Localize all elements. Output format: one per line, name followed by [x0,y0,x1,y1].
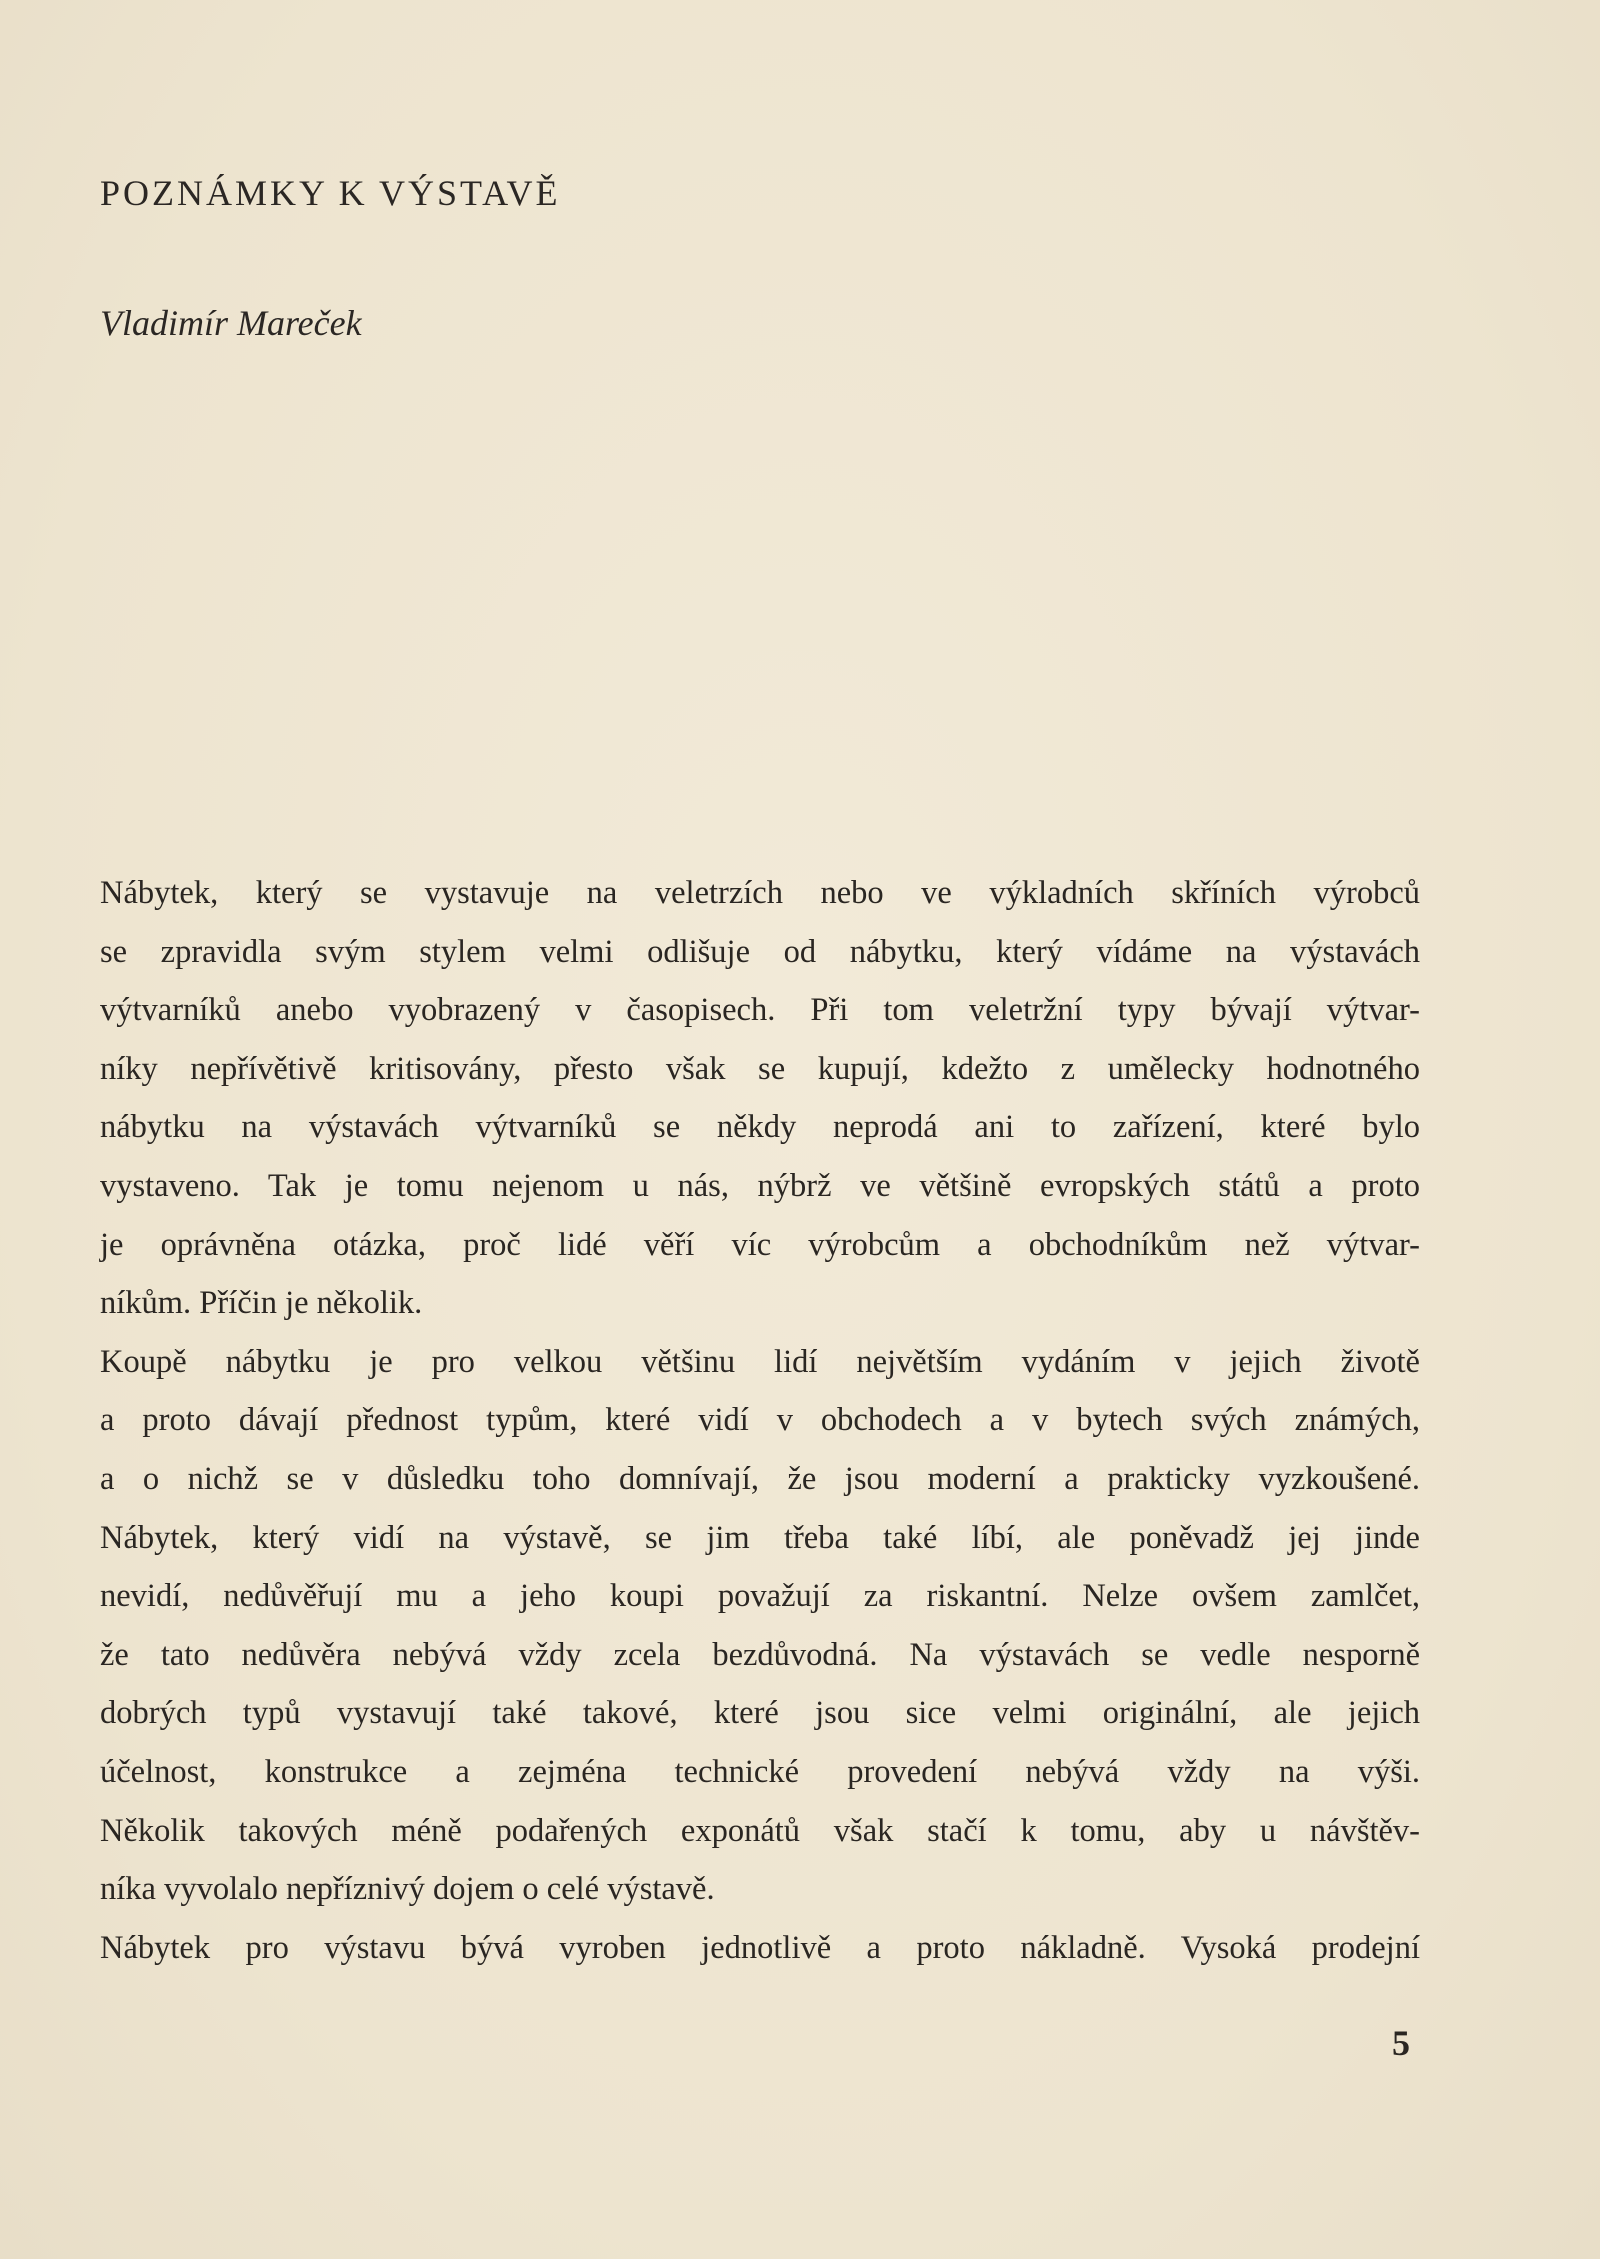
body-line: dobrých typů vystavují také takové, které jsou sice velmi originální, ale jejich [100,1695,1420,1732]
body-line: že tato nedůvěra nebývá vždy zcela bezdůvodná. Na výstavách se vedle nesporně [100,1636,1420,1673]
body-line: a o nichž se v důsledku toho domnívají, že jsou moderní a prakticky vyzkoušené. [100,1460,1420,1497]
body-line: níkům. Příčin je několik. [100,1285,423,1322]
body-line: Nábytek, který se vystavuje na veletrzích nebo ve výkladních skříních výrobců [100,875,1420,911]
page-number: 5 [1392,2023,1410,2063]
article-title: POZNÁMKY K VÝSTAVĚ [100,173,561,213]
body-line: Nábytek pro výstavu bývá vyroben jednotlivě a proto nákladně. Vysoká prodejní [100,1929,1420,1966]
body-line: Nábytek, který vidí na výstavě, se jim třeba také líbí, ale poněvadž jej jinde [100,1519,1420,1556]
body-line: účelnost, konstrukce a zejména technické provedení nebývá vždy na výši. [100,1753,1420,1790]
body-line: výtvarníků anebo vyobrazený v časopisech. Při tom veletržní typy bývají výtvar- [100,992,1420,1029]
body-line: nevidí, nedůvěřují mu a jeho koupi považují za riskantní. Nelze ovšem zamlčet, [100,1578,1420,1615]
body-line: Několik takových méně podařených exponátů však stačí k tomu, aby u návštěv- [100,1812,1420,1849]
body-line: se zpravidla svým stylem velmi odlišuje od nábytku, který vídáme na výstavách [100,933,1420,970]
body-line: Koupě nábytku je pro velkou většinu lidí největším vydáním v jejich životě [100,1343,1420,1380]
article-author: Vladimír Mareček [100,303,362,343]
body-line: je oprávněna otázka, proč lidé věří víc výrobcům a obchodníkům než výtvar- [100,1226,1420,1263]
body-line: nábytku na výstavách výtvarníků se někdy neprodá ani to zařízení, které bylo [100,1109,1420,1146]
article-body [100,864,1420,1977]
body-line: a proto dávají přednost typům, které vidí v obchodech a v bytech svých známých, [100,1402,1420,1439]
body-line: níky nepřívětivě kritisovány, přesto však se kupují, kdežto z umělecky hodnotného [100,1050,1420,1087]
body-line: níka vyvolalo nepříznivý dojem o celé výstavě. [100,1871,715,1908]
body-line: vystaveno. Tak je tomu nejenom u nás, nýbrž ve většině evropských států a proto [100,1167,1420,1204]
